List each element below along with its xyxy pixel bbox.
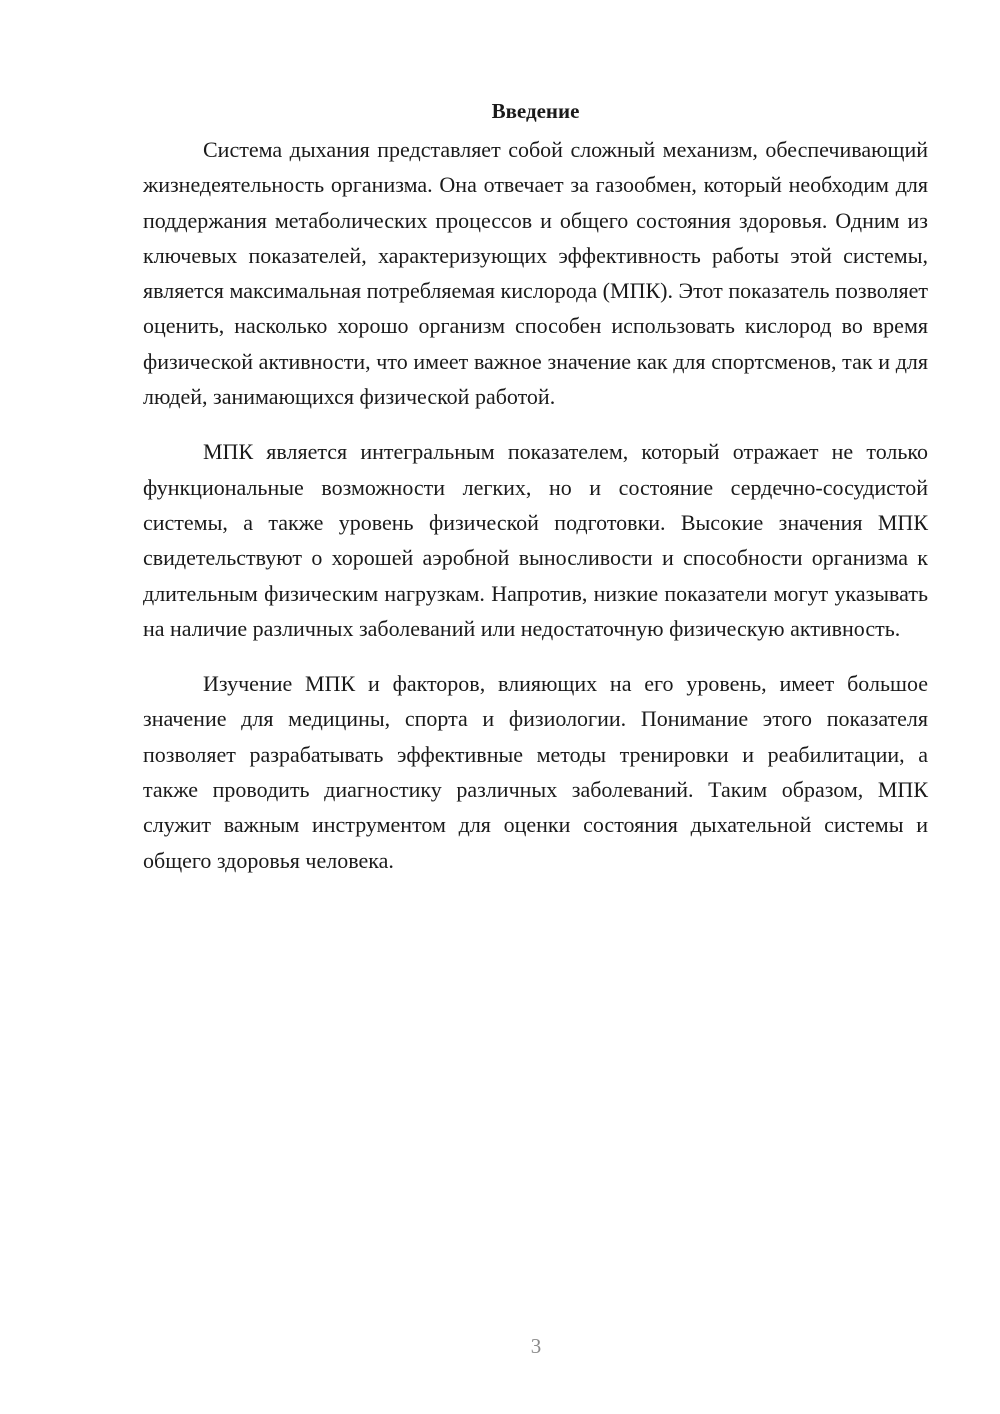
section-title: Введение xyxy=(491,99,580,123)
paragraph-1: Система дыхания представляет собой сложный механизм, обеспечивающий жизнедеятельность организма. Она отвечает за газообмен, который необходим для поддержания метаболических процессов и общего состояния здоровья. Одним из ключевых показателей, характеризующих эффективность работы этой системы, является максимальная потребляемая кислорода (МПК). Этот показатель позволяет оценить, насколько хорошо организм способен использовать кислород во время физической активности, что имеет важное значение как для спортсменов, так и для людей, занимающихся физической работой. xyxy=(143,137,928,410)
paragraph-3: Изучение МПК и факторов, влияющих на его уровень, имеет большое значение для медицины, спорта и физиологии. Понимание этого показателя позволяет разрабатывать эффективные методы тренировки и реабилитации, а также проводить диагностику различных заболеваний. Таким образом, МПК служит важным инструментом для оценки состояния дыхательной системы и общего здоровья человека. xyxy=(143,671,928,873)
page-number: 3 xyxy=(530,1334,542,1358)
page-content xyxy=(143,96,928,898)
paragraph-2: МПК является интегральным показателем, который отражает не только функциональные возможности легких, но и состояние сердечно-сосудистой системы, а также уровень физической подготовки. Высокие значения МПК свидетельствуют о хорошей аэробной выносливости и способности организма к длительным физическим нагрузкам. Напротив, низкие показатели могут указывать на наличие различных заболеваний или недостаточную физическую активность. xyxy=(143,439,928,641)
